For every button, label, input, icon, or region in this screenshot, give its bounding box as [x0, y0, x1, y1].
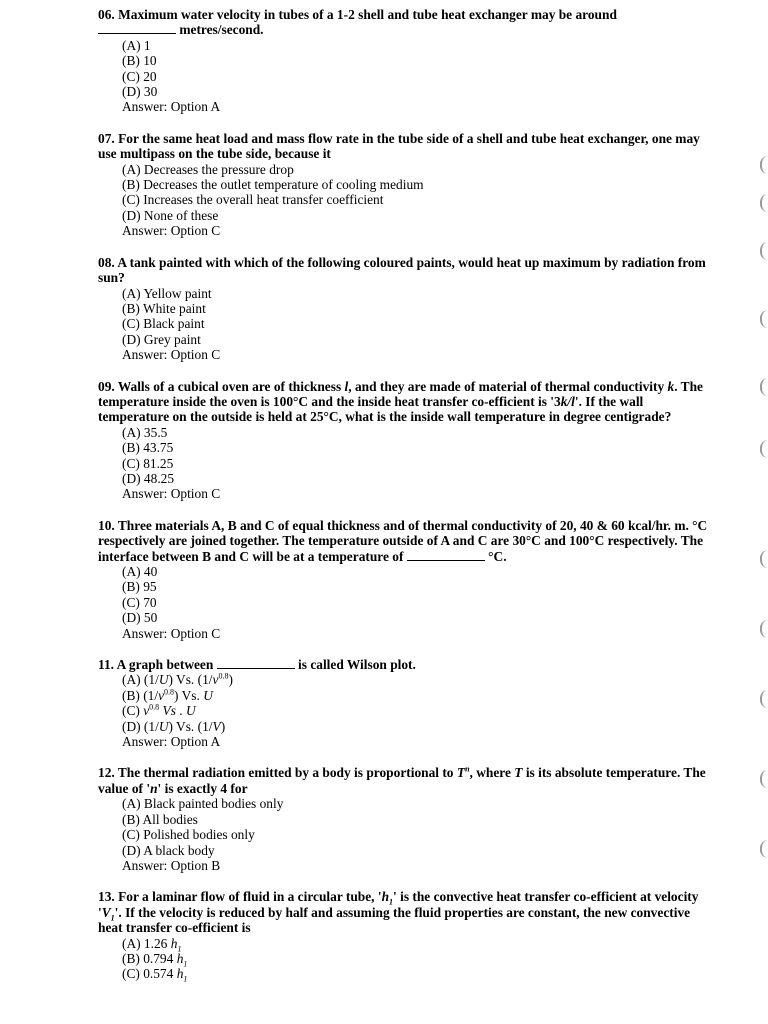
question-10	[98, 518, 714, 641]
option: (B) 10	[122, 53, 157, 69]
answer: Answer: Option C	[122, 347, 221, 363]
option: (C) Increases the overall heat transfer coefficient	[122, 192, 384, 208]
option: (A) 1	[122, 37, 151, 53]
answer: Answer: Option C	[122, 486, 221, 502]
question-text: 09. Walls of a cubical oven are of thickness l, and they are made of material of thermal conductivity k. The temperature inside the oven is 100°C and the inside heat transfer co-efficient is '3k/l'. If the wall temperature on the outside is held at 25°C, what is the inside wall temperature in degree centigrade?	[98, 378, 703, 425]
binding-mark	[760, 242, 768, 260]
binding-mark	[760, 156, 768, 174]
binding-mark	[760, 840, 768, 858]
binding-mark	[760, 770, 768, 788]
option: (A) Yellow paint	[122, 285, 212, 301]
question-12	[98, 765, 714, 873]
option: (D) A black body	[122, 842, 215, 858]
option: (B) 0.794 $h_1$	[122, 950, 188, 969]
option: (C) 70	[122, 594, 157, 610]
answer: Answer: Option B	[122, 857, 221, 873]
option: (B) White paint	[122, 300, 206, 316]
question-07	[98, 131, 714, 239]
answer-blank	[98, 22, 176, 34]
option: (B) $(1/v^{0.8})$ Vs. U	[122, 687, 213, 703]
option: (D) (1/U) Vs. (1/V)	[122, 718, 226, 734]
question-06	[98, 7, 714, 115]
answer: Answer: Option C	[122, 625, 221, 641]
option: (B) 43.75	[122, 440, 174, 456]
binding-mark	[760, 440, 768, 458]
document-page	[98, 7, 714, 998]
option: (D) 30	[122, 84, 158, 100]
question-13	[98, 889, 714, 985]
option: (D) 48.25	[122, 470, 175, 486]
option: (D) None of these	[122, 207, 219, 223]
option: (C) Polished bodies only	[122, 827, 255, 843]
question-text: 12. The thermal radiation emitted by a body is proportional to $T^n$, where T is its absolute temperature. The value of 'n' is exactly 4 for	[98, 765, 706, 796]
question-09	[98, 379, 714, 502]
answer: Answer: Option A	[122, 99, 221, 115]
option: (C) 20	[122, 68, 157, 84]
option: (D) Grey paint	[122, 331, 201, 347]
answer: Answer: Option C	[122, 223, 221, 239]
binding-mark	[760, 310, 768, 328]
question-text: 08. A tank painted with which of the following coloured paints, would heat up maximum by radiation from sun?	[98, 254, 706, 286]
question-text: 06. Maximum water velocity in tubes of a 1-2 shell and tube heat exchanger may be around metres/second.	[98, 7, 617, 38]
option: (C) 0.574 $h_1$	[122, 966, 188, 985]
option: (C) Black paint	[122, 316, 205, 332]
question-text: 11. A graph between is called Wilson plot.	[98, 657, 416, 673]
option: (B) 95	[122, 579, 157, 595]
option: (C) $v^{0.8}$ Vs . U	[122, 702, 196, 719]
option: (A) Decreases the pressure drop	[122, 161, 294, 177]
option: (A) Black painted bodies only	[122, 796, 284, 812]
answer-blank	[407, 549, 485, 561]
binding-mark	[760, 620, 768, 638]
option: (D) 50	[122, 610, 158, 626]
option: (A) (1/U) Vs. $(1/v^{0.8})$	[122, 671, 233, 688]
question-text: 10. Three materials A, B and C of equal thickness and of thermal conductivity of 20, 40 & 60 kcal/hr. m. °C respectively are joined together. The temperature outside of A and C are 30°C and 100°C respectively. The interface between B and C will be at a temperature of °C.	[98, 517, 708, 564]
question-08	[98, 255, 714, 363]
option: (C) 81.25	[122, 455, 174, 471]
option: (B) Decreases the outlet temperature of cooling medium	[122, 177, 424, 193]
question-text: 07. For the same heat load and mass flow rate in the tube side of a shell and tube heat exchanger, one may use multipass on the tube side, because it	[98, 130, 700, 162]
binding-mark	[760, 194, 768, 212]
binding-mark	[760, 550, 768, 568]
question-text: 13. For a laminar flow of fluid in a circular tube, '$h_1$' is the convective heat transfer co-efficient at velocity '$V_1$'. If the velocity is reduced by half and assuming the fluid properties are constant, the new convective heat transfer co-efficient is	[98, 889, 699, 936]
answer-blank	[217, 657, 295, 669]
answer: Answer: Option A	[122, 734, 221, 750]
question-11	[98, 657, 714, 749]
option: (A) 1.26 $h_1$	[122, 935, 182, 954]
option: (A) 40	[122, 564, 158, 579]
binding-marks	[758, 150, 768, 870]
option: (B) All bodies	[122, 811, 198, 827]
option: (A) 35.5	[122, 424, 168, 440]
binding-mark	[760, 690, 768, 708]
binding-mark	[760, 378, 768, 396]
